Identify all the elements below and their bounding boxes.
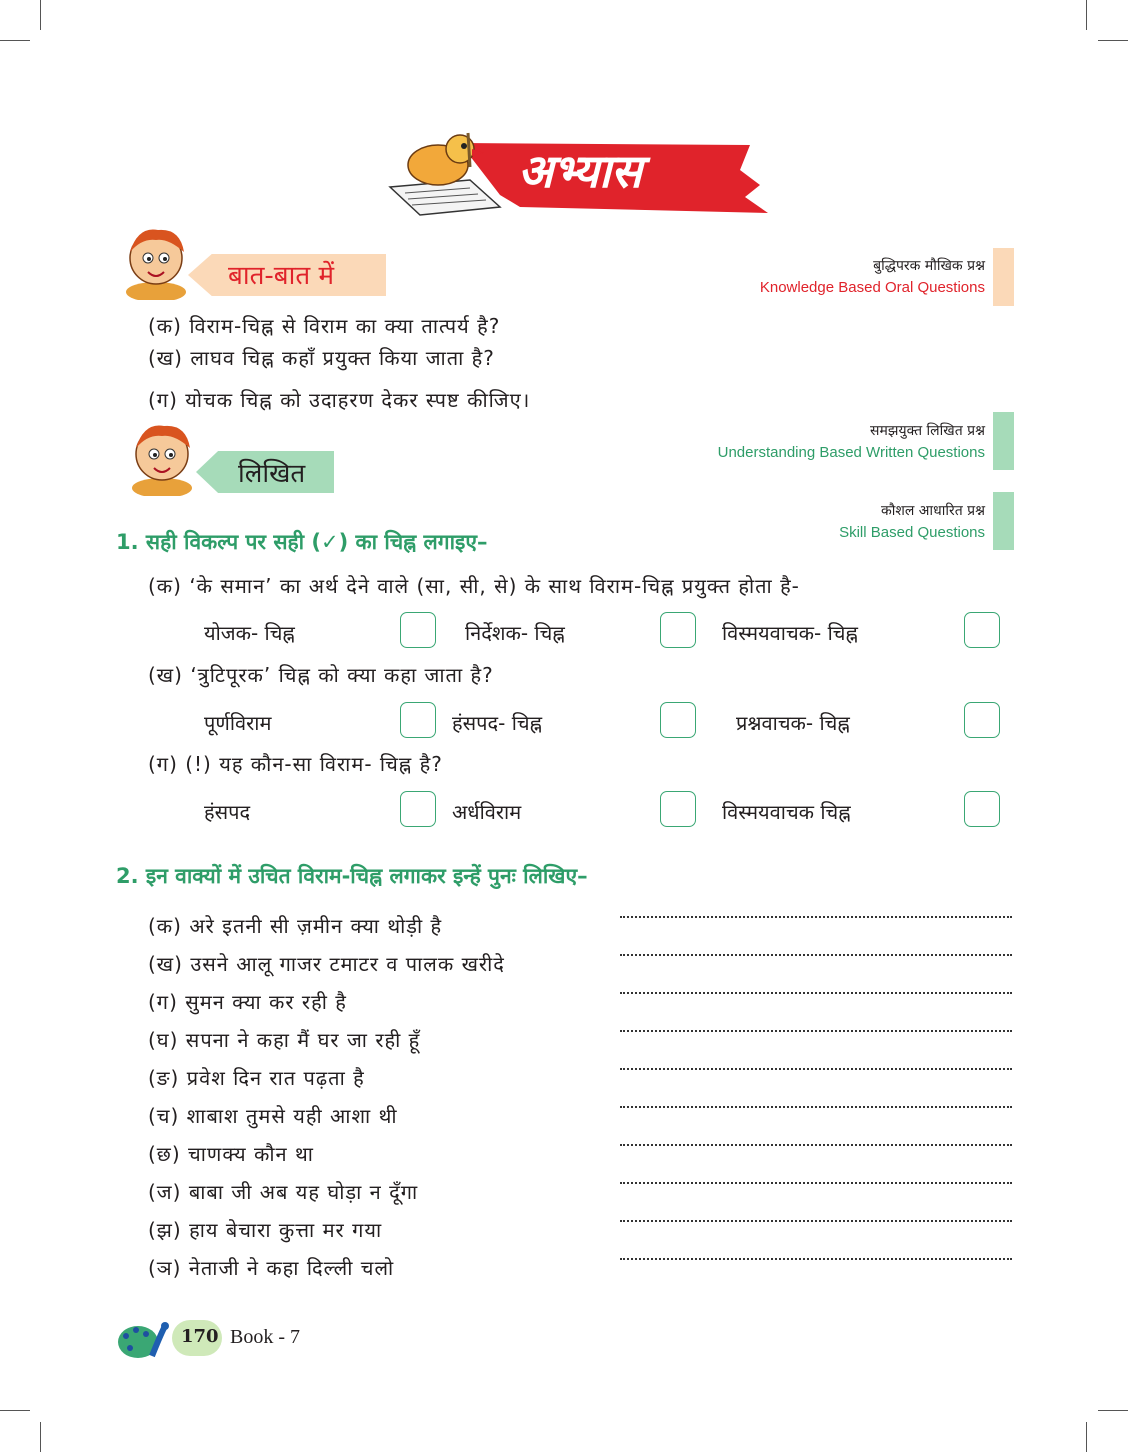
q1-item-prompt: (क) ‘के समान’ का अर्थ देने वाले (सा, सी, से) के साथ विराम-चिह्न प्रयुक्त होता है-	[148, 574, 800, 598]
written-tag	[718, 421, 985, 461]
peacock-icon	[116, 1316, 180, 1368]
answer-line[interactable]	[620, 916, 1012, 918]
oral-tag-english: Knowledge Based Oral Questions	[759, 279, 985, 296]
answer-line[interactable]	[620, 992, 1012, 994]
book-label: Book - 7	[230, 1326, 300, 1348]
checkbox[interactable]	[660, 612, 696, 648]
q2-sentence: (ङ) प्रवेश दिन रात पढ़ता है	[148, 1066, 365, 1090]
answer-line[interactable]	[620, 1144, 1012, 1146]
crop-mark	[1086, 1422, 1087, 1452]
checkbox[interactable]	[400, 702, 436, 738]
answer-line[interactable]	[620, 1106, 1012, 1108]
crop-mark	[0, 1410, 30, 1411]
checkbox[interactable]	[964, 791, 1000, 827]
q1-option: योजक- चिह्न	[204, 621, 295, 645]
skill-tag-hindi: कौशल आधारित प्रश्न	[880, 503, 985, 519]
q1-item-prompt: (ग) (!) यह कौन-सा विराम- चिह्न है?	[148, 752, 443, 776]
crop-mark	[0, 40, 30, 41]
q2-sentence: (ख) उसने आलू गाजर टमाटर व पालक खरीदे	[148, 952, 505, 976]
answer-line[interactable]	[620, 1030, 1012, 1032]
skill-tag	[839, 501, 985, 541]
crop-mark	[1098, 1410, 1128, 1411]
q2-sentence: (क) अरे इतनी सी ज़मीन क्या थोड़ी है	[148, 914, 443, 938]
crop-mark	[1086, 0, 1087, 30]
q2-sentence: (घ) सपना ने कहा मैं घर जा रही हूँ	[148, 1028, 421, 1052]
q1-option: अर्धविराम	[452, 800, 522, 824]
written-tag-hindi: समझयुक्त लिखित प्रश्न	[870, 423, 985, 439]
q2-sentence: (छ) चाणक्य कौन था	[148, 1142, 314, 1166]
checkbox[interactable]	[964, 702, 1000, 738]
q2-sentence: (ञ) नेताजी ने कहा दिल्ली चलो	[148, 1256, 395, 1280]
q1-option: प्रश्नवाचक- चिह्न	[736, 711, 850, 735]
crop-mark	[40, 0, 41, 30]
q1-option: हंसपद- चिह्न	[452, 711, 543, 735]
question-2-heading: 2. इन वाक्यों में उचित विराम-चिह्न लगाकर इन्हें पुनः लिखिए–	[116, 864, 588, 888]
answer-line[interactable]	[620, 1220, 1012, 1222]
checkbox[interactable]	[660, 702, 696, 738]
checkbox[interactable]	[400, 791, 436, 827]
page-number: 170	[181, 1326, 219, 1347]
skill-tag-english: Skill Based Questions	[839, 524, 985, 541]
oral-tag-hindi: बुद्धिपरक मौखिक प्रश्न	[873, 258, 985, 274]
oral-question: (ग) योचक चिह्न को उदाहरण देकर स्पष्ट कीजिए।	[148, 388, 531, 412]
crop-mark	[40, 1422, 41, 1452]
skill-tag-strip	[993, 492, 1014, 550]
oral-tag-strip	[993, 248, 1014, 306]
oral-question: (ख) लाघव चिह्न कहाँ प्रयुक्त किया जाता है?	[148, 346, 495, 370]
answer-line[interactable]	[620, 1258, 1012, 1260]
oral-heading: बात-बात में	[228, 261, 334, 291]
q1-option: हंसपद	[204, 800, 251, 824]
boy-avatar	[124, 418, 204, 500]
oral-tag	[760, 256, 985, 296]
q2-sentence: (झ) हाय बेचारा कुत्ता मर गया	[148, 1218, 383, 1242]
q2-sentence: (ग) सुमन क्या कर रही है	[148, 990, 347, 1014]
q1-option: विस्मयवाचक- चिह्न	[722, 621, 858, 645]
checkbox[interactable]	[660, 791, 696, 827]
page-title: अभ्यास	[518, 144, 642, 198]
q2-sentence: (ज) बाबा जी अब यह घोड़ा न दूँगा	[148, 1180, 419, 1204]
written-tag-strip	[993, 412, 1014, 470]
answer-line[interactable]	[620, 954, 1012, 956]
title-banner	[360, 125, 780, 225]
answer-line[interactable]	[620, 1182, 1012, 1184]
written-tag-english: Understanding Based Written Questions	[717, 444, 985, 461]
checkbox[interactable]	[400, 612, 436, 648]
oral-question: (क) विराम-चिह्न से विराम का क्या तात्पर्य है?	[148, 314, 501, 338]
q1-option: पूर्णविराम	[204, 711, 272, 735]
question-1-heading: 1. सही विकल्प पर सही (✓) का चिह्न लगाइए–	[116, 530, 488, 554]
boy-avatar	[118, 222, 198, 304]
q1-option: निर्देशक- चिह्न	[465, 621, 565, 645]
q1-option: विस्मयवाचक चिह्न	[722, 800, 851, 824]
q1-item-prompt: (ख) ‘त्रुटिपूरक’ चिह्न को क्या कहा जाता है?	[148, 663, 494, 687]
crop-mark	[1098, 40, 1128, 41]
q2-sentence: (च) शाबाश तुमसे यही आशा थी	[148, 1104, 398, 1128]
written-heading: लिखित	[238, 459, 306, 489]
answer-line[interactable]	[620, 1068, 1012, 1070]
checkbox[interactable]	[964, 612, 1000, 648]
